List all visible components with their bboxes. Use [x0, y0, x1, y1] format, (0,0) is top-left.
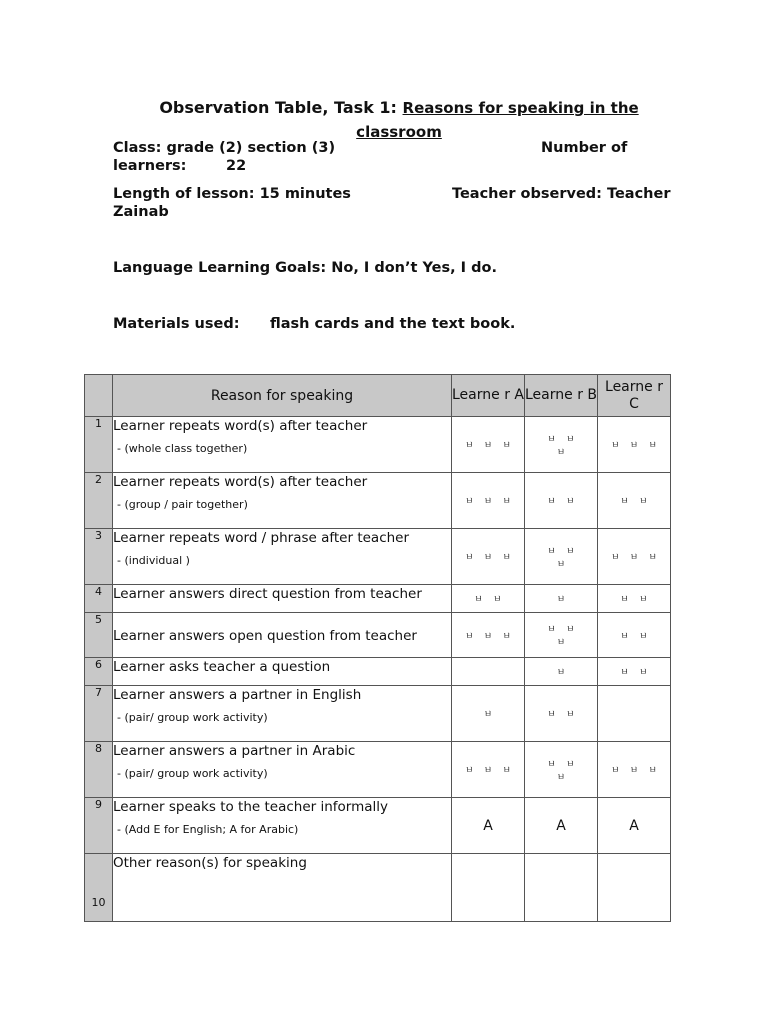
title-main: Observation Table, Task 1: — [159, 98, 397, 117]
tally-mark: ㅂ — [547, 434, 556, 445]
tally-mark: ㅂ — [464, 766, 474, 776]
reason-text: Learner repeats word(s) after teacher — [113, 474, 368, 490]
table-row — [85, 854, 671, 922]
tally-mark: ㅂ — [639, 631, 648, 642]
learner-b-cell — [525, 473, 598, 529]
tally-mark: ㅂ — [556, 559, 566, 570]
tally-mark: ㅂ — [629, 766, 639, 776]
learner-a-cell — [452, 742, 525, 798]
learner-c-cell — [598, 658, 671, 686]
tally-mark: ㅂ — [620, 631, 629, 642]
learner-b-cell — [525, 854, 598, 922]
tally-mark: ㅂ — [566, 497, 575, 507]
table-row — [85, 686, 671, 742]
header-learner-a: Learne r A — [452, 375, 525, 417]
table-header-row — [85, 375, 671, 417]
tally-mark: ㅂ — [556, 595, 566, 605]
tally-mark: ㅂ — [483, 766, 493, 776]
table-row — [85, 658, 671, 686]
title-sub-1: Reasons for speaking in the — [402, 99, 639, 117]
row-number: 4 — [85, 585, 113, 613]
row-reason — [113, 854, 452, 922]
learner-c-cell — [598, 742, 671, 798]
reason-text: Learner repeats word(s) after teacher — [113, 418, 368, 434]
reason-note: - (pair/ group work activity) — [117, 711, 268, 724]
tally-mark: ㅂ — [648, 441, 658, 451]
row-number: 10 — [85, 854, 113, 922]
reason-note: - (individual ) — [117, 554, 190, 567]
learner-a-cell — [452, 798, 525, 854]
header-learner-b: Learne r B — [525, 375, 598, 417]
tally-mark: ㅂ — [648, 553, 658, 563]
reason-text: Learner repeats word / phrase after teacher — [113, 530, 410, 546]
table-row — [85, 473, 671, 529]
tally-mark: ㅂ — [629, 441, 639, 451]
page-title — [113, 96, 685, 144]
class-info: Class: grade (2) section (3) — [113, 140, 336, 156]
tally-mark: ㅂ — [639, 497, 648, 507]
tally-mark: ㅂ — [566, 710, 575, 720]
materials-value: flash cards and the text book. — [270, 316, 516, 332]
tally-mark: ㅂ — [547, 546, 556, 557]
learner-c-cell — [598, 798, 671, 854]
tally-mark: ㅂ — [464, 497, 474, 507]
tally-mark: ㅂ — [566, 759, 575, 770]
tally-mark: ㅂ — [464, 441, 474, 451]
tally-mark: ㅂ — [502, 766, 512, 776]
tally-mark: ㅂ — [502, 631, 512, 642]
tally-mark: ㅂ — [629, 553, 639, 563]
tally-mark: ㅂ — [610, 553, 620, 563]
language-letter: A — [556, 817, 566, 834]
row-reason — [113, 658, 452, 686]
reason-text: Learner speaks to the teacher informally — [113, 799, 389, 815]
tally-mark: ㅂ — [474, 595, 483, 605]
learner-b-cell — [525, 613, 598, 658]
tally-mark: ㅂ — [556, 772, 566, 783]
tally-mark: ㅂ — [483, 497, 493, 507]
tally-mark: ㅂ — [483, 441, 493, 451]
table-row — [85, 417, 671, 473]
tally-mark: ㅂ — [648, 766, 658, 776]
tally-mark: ㅂ — [547, 759, 556, 770]
row-number: 8 — [85, 742, 113, 798]
tally-mark: ㅂ — [556, 447, 566, 458]
row-number: 9 — [85, 798, 113, 854]
row-number: 5 — [85, 613, 113, 658]
learner-b-cell — [525, 686, 598, 742]
language-letter: A — [483, 817, 493, 834]
row-reason — [113, 686, 452, 742]
learner-a-cell — [452, 473, 525, 529]
learner-b-cell — [525, 529, 598, 585]
header-learner-c: Learne r C — [598, 375, 671, 417]
tally-mark: ㅂ — [620, 668, 629, 678]
tally-mark: ㅂ — [566, 625, 575, 635]
language-letter: A — [629, 817, 639, 834]
number-label: Number of — [541, 140, 628, 156]
tally-mark: ㅂ — [483, 631, 493, 642]
tally-mark: ㅂ — [639, 668, 648, 678]
tally-mark: ㅂ — [547, 710, 556, 720]
learner-a-cell — [452, 854, 525, 922]
learner-a-cell — [452, 613, 525, 658]
learner-a-cell — [452, 529, 525, 585]
reason-text: Learner answers a partner in Arabic — [113, 743, 356, 759]
tally-mark: ㅂ — [547, 625, 556, 635]
row-reason — [113, 585, 452, 613]
row-reason — [113, 742, 452, 798]
tally-mark: ㅂ — [620, 497, 629, 507]
learner-a-cell — [452, 658, 525, 686]
tally-mark: ㅂ — [610, 441, 620, 451]
table-row — [85, 798, 671, 854]
learner-c-cell — [598, 473, 671, 529]
table-row — [85, 613, 671, 658]
learners-value: 22 — [226, 158, 247, 174]
tally-mark: ㅂ — [556, 668, 566, 678]
row-reason — [113, 798, 452, 854]
learners-label: learners: — [113, 158, 187, 174]
reason-text: Learner answers direct question from teacher — [113, 586, 422, 602]
row-reason — [113, 473, 452, 529]
observation-table — [84, 374, 671, 922]
tally-mark: ㅂ — [483, 553, 493, 563]
row-reason — [113, 417, 452, 473]
tally-mark: ㅂ — [639, 595, 648, 605]
learner-a-cell — [452, 686, 525, 742]
row-number: 1 — [85, 417, 113, 473]
tally-mark: ㅂ — [547, 497, 556, 507]
row-number: 2 — [85, 473, 113, 529]
tally-mark: ㅂ — [566, 546, 575, 557]
tally-mark: ㅂ — [556, 638, 566, 648]
learner-b-cell — [525, 658, 598, 686]
header-num — [85, 375, 113, 417]
learner-b-cell — [525, 417, 598, 473]
learner-c-cell — [598, 686, 671, 742]
header-reason: Reason for speaking — [113, 375, 452, 417]
reason-note: - (group / pair together) — [117, 498, 248, 511]
learner-b-cell — [525, 798, 598, 854]
row-reason — [113, 529, 452, 585]
reason-text: Learner asks teacher a question — [113, 659, 331, 675]
learner-a-cell — [452, 417, 525, 473]
learner-a-cell — [452, 585, 525, 613]
reason-note: - (whole class together) — [117, 442, 248, 455]
learner-c-cell — [598, 417, 671, 473]
table-row — [85, 585, 671, 613]
tally-mark: ㅂ — [464, 553, 474, 563]
learner-b-cell — [525, 585, 598, 613]
tally-mark: ㅂ — [620, 595, 629, 605]
learner-c-cell — [598, 585, 671, 613]
reason-text: Learner answers a partner in English — [113, 687, 362, 703]
tally-mark: ㅂ — [483, 710, 493, 720]
language-goals: Language Learning Goals: No, I don’t Yes, I do. — [113, 260, 497, 276]
reason-note: - (pair/ group work activity) — [117, 767, 268, 780]
tally-mark: ㅂ — [566, 434, 575, 445]
tally-mark: ㅂ — [493, 595, 502, 605]
tally-mark: ㅂ — [502, 441, 512, 451]
row-number: 7 — [85, 686, 113, 742]
reason-text: Other reason(s) for speaking — [113, 855, 307, 871]
table-row — [85, 529, 671, 585]
teacher-label: Teacher observed: Teacher — [452, 186, 671, 202]
row-number: 6 — [85, 658, 113, 686]
learner-c-cell — [598, 529, 671, 585]
reason-note: - (Add E for English; A for Arabic) — [117, 823, 299, 836]
tally-mark: ㅂ — [502, 497, 512, 507]
tally-mark: ㅂ — [610, 766, 620, 776]
learner-c-cell — [598, 854, 671, 922]
row-number: 3 — [85, 529, 113, 585]
reason-text: Learner answers open question from teacher — [113, 627, 417, 644]
table-row — [85, 742, 671, 798]
title-sub-2: classroom — [356, 123, 442, 141]
lesson-length: Length of lesson: 15 minutes — [113, 186, 351, 202]
row-reason — [113, 613, 452, 658]
tally-mark: ㅂ — [464, 631, 474, 642]
tally-mark: ㅂ — [502, 553, 512, 563]
learner-c-cell — [598, 613, 671, 658]
teacher-name: Zainab — [113, 204, 169, 220]
learner-b-cell — [525, 742, 598, 798]
materials-label: Materials used: — [113, 316, 240, 332]
